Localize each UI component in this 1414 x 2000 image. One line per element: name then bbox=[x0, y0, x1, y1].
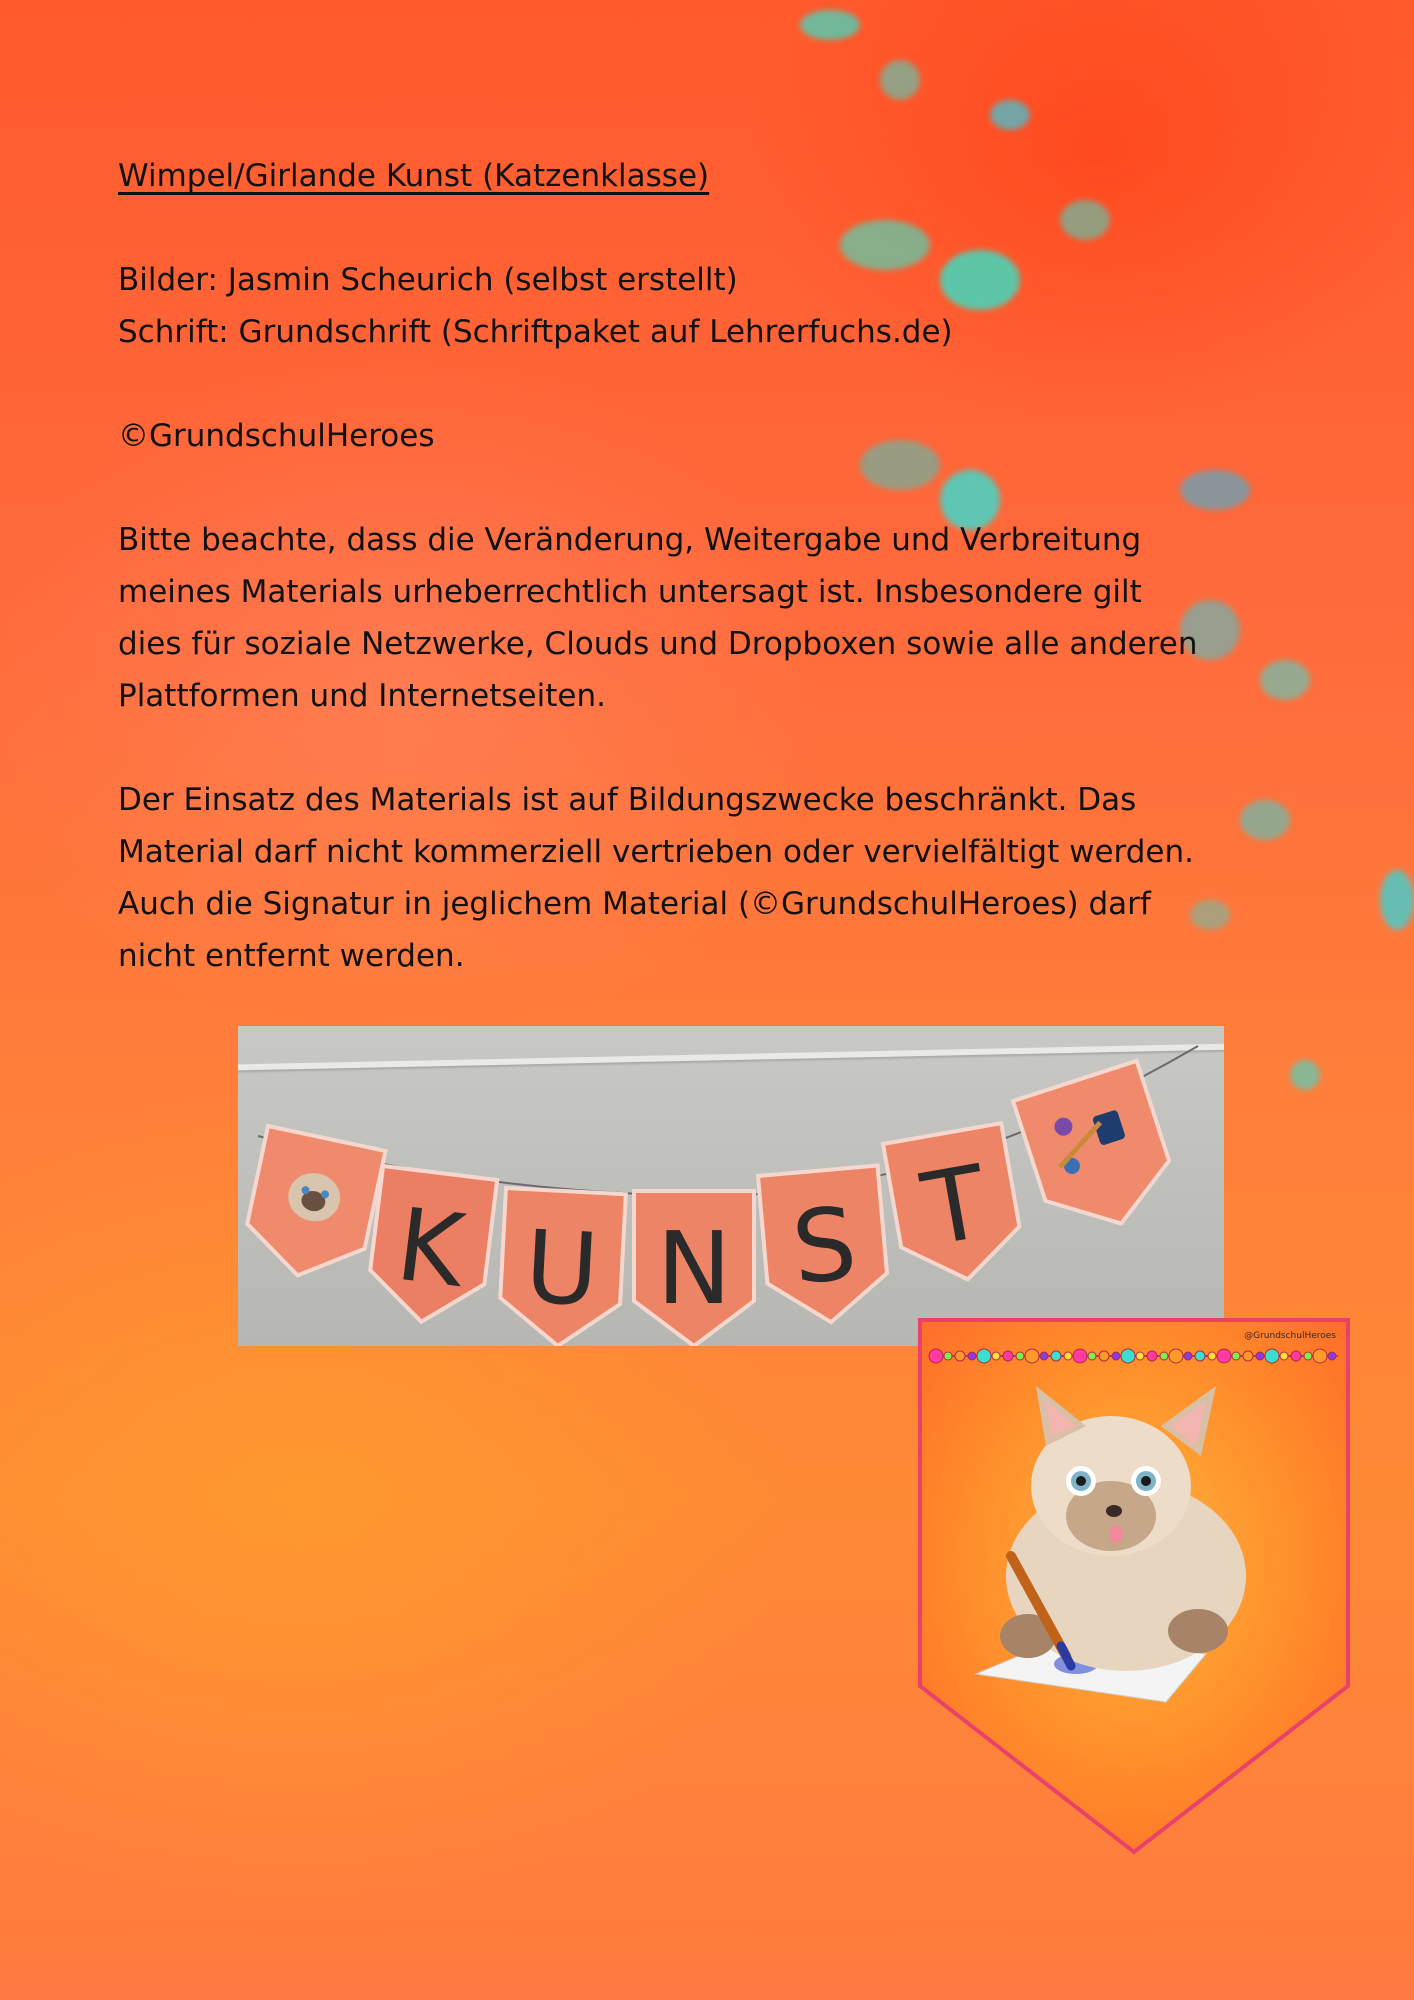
pennant-letter-k bbox=[365, 1166, 497, 1329]
bead-0 bbox=[929, 1349, 943, 1363]
document-title: Wimpel/Girlande Kunst (Katzenklasse) bbox=[118, 158, 710, 194]
pennant-letter-s-text: S bbox=[787, 1184, 862, 1308]
bead-17 bbox=[1136, 1352, 1144, 1360]
bead-9 bbox=[1040, 1352, 1048, 1360]
bunting-photo bbox=[238, 1026, 1224, 1346]
bead-6 bbox=[1003, 1351, 1013, 1361]
pennant-letter-t-text: T bbox=[914, 1143, 996, 1269]
bead-32 bbox=[1313, 1349, 1327, 1363]
credit-images: Bilder: Jasmin Scheurich (selbst erstellt) bbox=[118, 262, 738, 298]
pennant-paint-supplies bbox=[1013, 1061, 1183, 1244]
bead-14 bbox=[1099, 1351, 1109, 1361]
bead-27 bbox=[1256, 1352, 1264, 1360]
bead-28 bbox=[1265, 1349, 1279, 1363]
pennant-cat-artwork bbox=[916, 1316, 1352, 1856]
document-body bbox=[118, 150, 1198, 1034]
bead-21 bbox=[1184, 1352, 1192, 1360]
bead-18 bbox=[1147, 1351, 1157, 1361]
pennant-cat-photo bbox=[239, 1126, 385, 1288]
bead-2 bbox=[955, 1351, 965, 1361]
bead-30 bbox=[1291, 1351, 1301, 1361]
bead-26 bbox=[1243, 1351, 1253, 1361]
bead-8 bbox=[1025, 1349, 1039, 1363]
bead-3 bbox=[968, 1352, 976, 1360]
pennant-letter-u-text: U bbox=[522, 1208, 602, 1329]
bead-10 bbox=[1051, 1351, 1061, 1361]
pennant-letter-n-text: N bbox=[656, 1210, 732, 1327]
pennant-letter-u bbox=[498, 1188, 626, 1346]
pennant-watermark: @GrundschulHeroes bbox=[1244, 1331, 1336, 1341]
bead-5 bbox=[992, 1352, 1000, 1360]
bead-1 bbox=[944, 1352, 952, 1360]
pennant-letter-k-text: K bbox=[390, 1185, 471, 1310]
bead-13 bbox=[1088, 1352, 1096, 1360]
bead-29 bbox=[1280, 1352, 1288, 1360]
bead-4 bbox=[977, 1349, 991, 1363]
bead-22 bbox=[1195, 1351, 1205, 1361]
credit-font: Schrift: Grundschrift (Schriftpaket auf Lehrerfuchs.de) bbox=[118, 314, 953, 350]
bead-23 bbox=[1208, 1352, 1216, 1360]
copyright-notice: ©GrundschulHeroes bbox=[118, 418, 435, 454]
credits-block bbox=[118, 254, 1198, 358]
bead-11 bbox=[1064, 1352, 1072, 1360]
bead-12 bbox=[1073, 1349, 1087, 1363]
pennant-letter-s bbox=[758, 1166, 891, 1328]
bead-31 bbox=[1304, 1352, 1312, 1360]
bead-19 bbox=[1160, 1352, 1168, 1360]
bunting-garland bbox=[238, 1026, 1224, 1346]
bead-20 bbox=[1169, 1349, 1183, 1363]
bead-15 bbox=[1112, 1352, 1120, 1360]
pennant-letter-t bbox=[883, 1123, 1027, 1290]
bead-7 bbox=[1016, 1352, 1024, 1360]
bead-24 bbox=[1217, 1349, 1231, 1363]
paragraph-usage-restriction: Bitte beachte, dass die Veränderung, Weitergabe und Verbreitung meines Materials urheberrechtlich untersagt ist. Insbesondere gilt dies für soziale Netzwerke, Clouds und Dropboxen sowie alle anderen Plattformen und Internetseiten. bbox=[118, 522, 1198, 714]
paragraph-education-use: Der Einsatz des Materials ist auf Bildungszwecke beschränkt. Das Material darf nicht kommerziell vertrieben oder vervielfältigt werden. Auch die Signatur in jeglichem Material (©GrundschulHeroes) darf nicht entfernt werden. bbox=[118, 782, 1194, 974]
bead-25 bbox=[1232, 1352, 1240, 1360]
bead-16 bbox=[1121, 1349, 1135, 1363]
pennant-letter-n bbox=[634, 1191, 754, 1346]
bead-33 bbox=[1328, 1352, 1336, 1360]
